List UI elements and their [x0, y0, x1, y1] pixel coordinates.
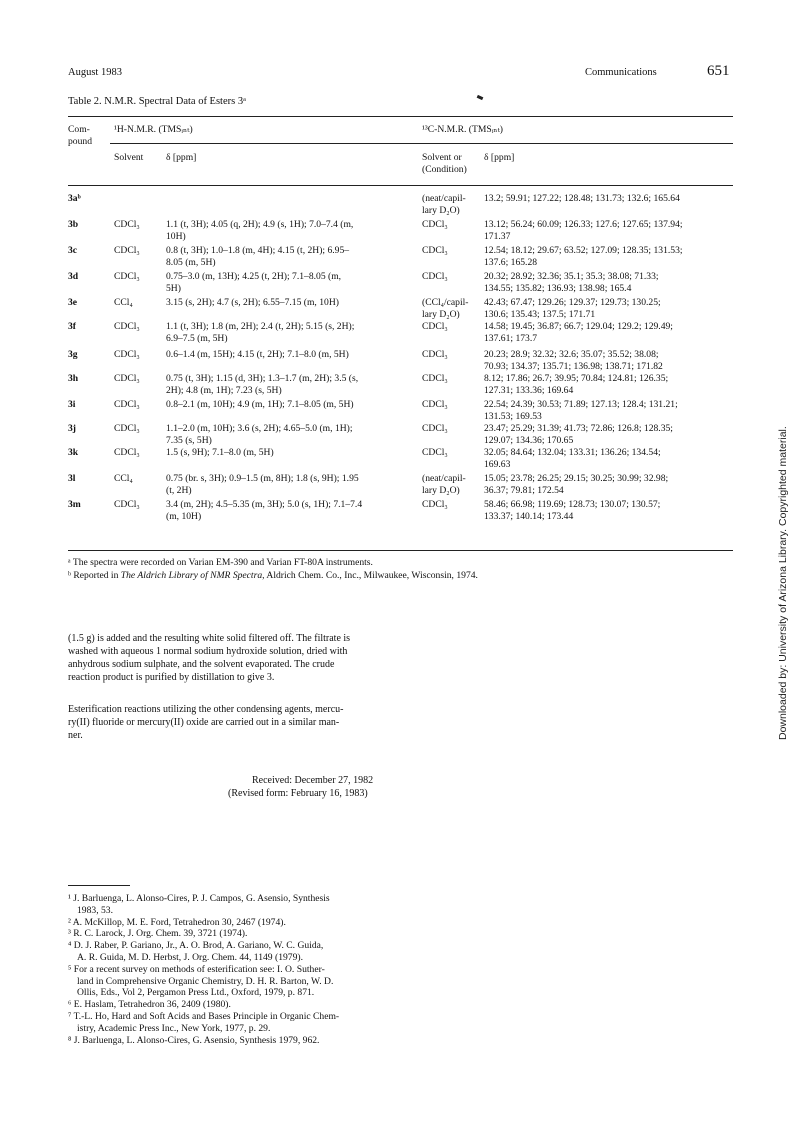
h-delta-line: 0.75 (br. s, 3H); 0.9–1.5 (m, 8H); 1.8 (s, 9H); 1.95 — [166, 473, 359, 484]
c-solvent-line: CDCl₃ — [422, 447, 448, 458]
reference-item — [68, 1035, 398, 1047]
compound-label: 3e — [68, 297, 78, 308]
reference-item — [68, 917, 398, 929]
c-solvent-line: CDCl₃ — [422, 349, 448, 360]
text-line: (1.5 g) is added and the resulting white solid filtered off. The filtrate is — [68, 633, 351, 644]
reference-line: ⁸ J. Barluenga, L. Alonso-Cires, G. Asensio, Synthesis 1979, 962. — [68, 1034, 320, 1046]
h-solvent: CDCl₃ — [114, 447, 140, 458]
reference-line: ⁴ D. J. Raber, P. Gariano, Jr., A. O. Brod, A. Gariano, W. C. Guida, — [68, 940, 324, 952]
text-line: reaction product is purified by distillation to give 3. — [68, 672, 275, 683]
h-delta-line: (t, 2H) — [166, 485, 192, 496]
reference-line: ⁵ For a recent survey on methods of esterification see: I. O. Suther- — [68, 963, 325, 975]
download-notice: Downloaded by: University of Arizona Library. Copyrighted material. — [777, 426, 789, 740]
footnote-b-prefix: ᵇ Reported in — [68, 570, 121, 581]
c-delta-line: 127.31; 133.36; 169.64 — [484, 385, 574, 396]
table-bottom-rule — [68, 550, 733, 551]
c-delta-line: 42.43; 67.47; 129.26; 129.37; 129.73; 130.25; — [484, 297, 661, 308]
h-delta-line: 7.35 (s, 5H) — [166, 435, 212, 446]
c-delta-line: 137.6; 165.28 — [484, 257, 538, 268]
c-delta-line: 131.53; 169.53 — [484, 411, 542, 422]
h-delta-line: 0.8–2.1 (m, 10H); 4.9 (m, 1H); 7.1–8.05 (m, 5H) — [166, 399, 354, 410]
c-solvent-line: (neat/capil- — [422, 193, 466, 204]
h-solvent: CDCl₃ — [114, 245, 140, 256]
reference-line: ¹ J. Barluenga, L. Alonso-Cires, P. J. Campos, G. Asensio, Synthesis — [68, 893, 330, 904]
c-solvent-line: (CCl₄/capil- — [422, 297, 469, 308]
c-delta-line: 23.47; 25.29; 31.39; 41.73; 72.86; 126.8; 128.35; — [484, 423, 673, 434]
c-delta-line: 137.61; 173.7 — [484, 333, 538, 344]
c-delta-line: 133.37; 140.14; 173.44 — [484, 511, 574, 522]
c-solvent-line: (neat/capil- — [422, 473, 466, 484]
h-delta-line: 0.6–1.4 (m, 15H); 4.15 (t, 2H); 7.1–8.0 (m, 5H) — [166, 349, 349, 360]
reference-item — [68, 999, 398, 1011]
reference-item — [68, 940, 398, 964]
reference-line: 1983, 53. — [77, 904, 113, 916]
c-delta-line: 58.46; 66.98; 119.69; 128.73; 130.07; 130.57; — [484, 499, 661, 510]
footnote-b-suffix: Aldrich Chem. Co., Inc., Milwaukee, Wisconsin, 1974. — [264, 570, 478, 581]
subheader-delta: δ [ppm] — [166, 152, 197, 163]
references-list — [68, 893, 398, 1046]
h-delta-line: 3.15 (s, 2H); 4.7 (s, 2H); 6.55–7.15 (m, 10H) — [166, 297, 339, 308]
revised-date: (Revised form: February 16, 1983) — [228, 788, 368, 799]
c-delta-line: 20.32; 28.92; 32.36; 35.1; 35.3; 38.08; 71.33; — [484, 271, 659, 282]
reference-line: ⁶ E. Haslam, Tetrahedron 36, 2409 (1980). — [68, 999, 231, 1011]
references-rule — [68, 885, 130, 886]
c-solvent-line: lary D₂O) — [422, 205, 460, 216]
c-delta-line: 169.63 — [484, 459, 511, 470]
c-delta-line: 171.37 — [484, 231, 511, 242]
c-solvent-line: CDCl₃ — [422, 321, 448, 332]
c-delta-line: 22.54; 24.39; 30.53; 71.89; 127.13; 128.4; 131.21; — [484, 399, 678, 410]
c-delta-line: 32.05; 84.64; 132.04; 133.31; 136.26; 134.54; — [484, 447, 661, 458]
h-solvent: CCl₄ — [114, 297, 133, 308]
c-delta-line: 134.55; 135.82; 136.93; 138.98; 165.4 — [484, 283, 632, 294]
h-delta-line: 8.05 (m, 5H) — [166, 257, 216, 268]
table-header-bottom-rule — [68, 185, 733, 186]
text-line: anhydrous sodium sulphate, and the solvent evaporated. The crude — [68, 659, 335, 670]
compound-label: 3g — [68, 349, 78, 360]
c-solvent-line: lary D₂O) — [422, 309, 460, 320]
h-solvent: CCl₄ — [114, 473, 133, 484]
header-c-nmr: ¹³C-N.M.R. (TMSᵢₙₜ) — [422, 124, 503, 135]
h-delta-line: 3.4 (m, 2H); 4.5–5.35 (m, 3H); 5.0 (s, 1H); 7.1–7.4 — [166, 499, 363, 510]
table-footnote-a: ᵃ The spectra were recorded on Varian EM-390 and Varian FT-80A instruments. — [68, 557, 373, 568]
table-title: Table 2. N.M.R. Spectral Data of Esters 3ᵃ — [68, 96, 246, 107]
compound-label: 3aᵇ — [68, 193, 81, 204]
h-delta-line: 0.8 (t, 3H); 1.0–1.8 (m, 4H); 4.15 (t, 2H); 6.95– — [166, 245, 350, 256]
compound-label: 3m — [68, 499, 81, 510]
c-delta-line: 70.93; 134.37; 135.71; 136.98; 138.71; 171.82 — [484, 361, 663, 372]
table-header-rule — [110, 143, 733, 144]
c-delta-line: 14.58; 19.45; 36.87; 66.7; 129.04; 129.2; 129.49; — [484, 321, 673, 332]
reference-line: ² A. McKillop, M. E. Ford, Tetrahedron 30, 2467 (1974). — [68, 916, 286, 928]
c-delta-line: 13.12; 56.24; 60.09; 126.33; 127.6; 127.65; 137.94; — [484, 219, 683, 230]
print-artifact — [477, 95, 484, 100]
h-solvent: CDCl₃ — [114, 423, 140, 434]
c-delta-line: 36.37; 79.81; 172.54 — [484, 485, 564, 496]
c-solvent-line: CDCl₃ — [422, 219, 448, 230]
c-delta-line: 20.23; 28.9; 32.32; 32.6; 35.07; 35.52; 38.08; — [484, 349, 659, 360]
c-delta-line: 130.6; 135.43; 137.5; 171.71 — [484, 309, 596, 320]
c-delta-line: 15.05; 23.78; 26.25; 29.15; 30.25; 30.99; 32.98; — [484, 473, 669, 484]
reference-line: A. R. Guida, M. D. Herbst, J. Org. Chem. 44, 1149 (1979). — [77, 951, 303, 963]
h-solvent: CDCl₃ — [114, 349, 140, 360]
c-solvent-line: CDCl₃ — [422, 373, 448, 384]
compound-label: 3b — [68, 219, 79, 230]
subheader-solvent-condition-1: Solvent or — [422, 152, 462, 163]
compound-label: 3d — [68, 271, 79, 282]
c-solvent-line: CDCl₃ — [422, 499, 448, 510]
h-delta-line: 5H) — [166, 283, 181, 294]
body-paragraph-2 — [68, 703, 398, 742]
compound-label: 3f — [68, 321, 76, 332]
h-solvent: CDCl₃ — [114, 399, 140, 410]
reference-item — [68, 964, 398, 999]
c-solvent-line: CDCl₃ — [422, 399, 448, 410]
text-line: ner. — [68, 730, 83, 741]
reference-line: land in Comprehensive Organic Chemistry, D. H. R. Barton, W. D. — [77, 975, 334, 987]
reference-line: ⁷ T.-L. Ho, Hard and Soft Acids and Bases Principle in Organic Chem- — [68, 1010, 340, 1022]
compound-label: 3h — [68, 373, 79, 384]
c-solvent-line: CDCl₃ — [422, 271, 448, 282]
table-top-rule — [68, 116, 733, 117]
h-solvent: CDCl₃ — [114, 499, 140, 510]
h-delta-line: 1.1–2.0 (m, 10H); 3.6 (s, 2H); 4.65–5.0 (m, 1H); — [166, 423, 353, 434]
reference-item — [68, 1011, 398, 1035]
subheader-solvent-condition-2: (Condition) — [422, 164, 467, 175]
footnote-b-title: The Aldrich Library of NMR Spectra, — [120, 570, 265, 581]
running-header-section: Communications — [585, 67, 657, 78]
c-solvent-line: CDCl₃ — [422, 245, 448, 256]
reference-item — [68, 928, 398, 940]
compound-label: 3j — [68, 423, 76, 434]
h-delta-line: 1.1 (t, 3H); 4.05 (q, 2H); 4.9 (s, 1H); 7.0–7.4 (m, — [166, 219, 354, 230]
reference-item — [68, 893, 398, 917]
reference-line: Ollis, Eds., Vol 2, Pergamon Press Ltd., Oxford, 1979, p. 871. — [77, 987, 315, 999]
header-compound-2: pound — [68, 136, 92, 147]
text-line: washed with aqueous 1 normal sodium hydroxide solution, dried with — [68, 646, 348, 657]
h-solvent: CDCl₃ — [114, 321, 140, 332]
table-footnote-b — [68, 570, 478, 582]
c-delta-line: 129.07; 134.36; 170.65 — [484, 435, 574, 446]
subheader-solvent: Solvent — [114, 152, 144, 163]
h-delta-line: 1.5 (s, 9H); 7.1–8.0 (m, 5H) — [166, 447, 274, 458]
compound-label: 3k — [68, 447, 79, 458]
text-line: ry(II) fluoride or mercury(II) oxide are carried out in a similar man- — [68, 717, 340, 728]
reference-line: ³ R. C. Larock, J. Org. Chem. 39, 3721 (1974). — [68, 928, 248, 940]
h-delta-line: 1.1 (t, 3H); 1.8 (m, 2H); 2.4 (t, 2H); 5.15 (s, 2H); — [166, 321, 355, 332]
h-delta-line: (m, 10H) — [166, 511, 202, 522]
compound-label: 3i — [68, 399, 76, 410]
h-solvent: CDCl₃ — [114, 219, 140, 230]
h-solvent: CDCl₃ — [114, 373, 140, 384]
h-solvent: CDCl₃ — [114, 271, 140, 282]
h-delta-line: 0.75 (t, 3H); 1.15 (d, 3H); 1.3–1.7 (m, 2H); 3.5 (s, — [166, 373, 359, 384]
h-delta-line: 6.9–7.5 (m, 5H) — [166, 333, 228, 344]
text-line: Esterification reactions utilizing the other condensing agents, mercu- — [68, 704, 344, 715]
h-delta-line: 10H) — [166, 231, 186, 242]
compound-label: 3c — [68, 245, 78, 256]
received-date: Received: December 27, 1982 — [252, 775, 374, 786]
compound-label: 3l — [68, 473, 76, 484]
c-solvent-line: lary D₂O) — [422, 485, 460, 496]
running-header-date: August 1983 — [68, 67, 122, 78]
c-delta-line: 12.54; 18.12; 29.67; 63.52; 127.09; 128.35; 131.53; — [484, 245, 683, 256]
subheader-delta-c: δ [ppm] — [484, 152, 515, 163]
reference-line: istry, Academic Press Inc., New York, 1977, p. 29. — [77, 1022, 271, 1034]
c-delta-line: 8.12; 17.86; 26.7; 39.95; 70.84; 124.81; 126.35; — [484, 373, 669, 384]
header-h-nmr: ¹H-N.M.R. (TMSᵢₙₜ) — [114, 124, 193, 135]
page-number: 651 — [707, 63, 730, 79]
c-delta-line: 13.2; 59.91; 127.22; 128.48; 131.73; 132.6; 165.64 — [484, 193, 680, 204]
h-delta-line: 0.75–3.0 (m, 13H); 4.25 (t, 2H); 7.1–8.05 (m, — [166, 271, 342, 282]
h-delta-line: 2H); 4.8 (m, 1H); 7.23 (s, 5H) — [166, 385, 282, 396]
body-paragraph-1 — [68, 632, 398, 684]
c-solvent-line: CDCl₃ — [422, 423, 448, 434]
header-compound-1: Com- — [68, 124, 90, 135]
